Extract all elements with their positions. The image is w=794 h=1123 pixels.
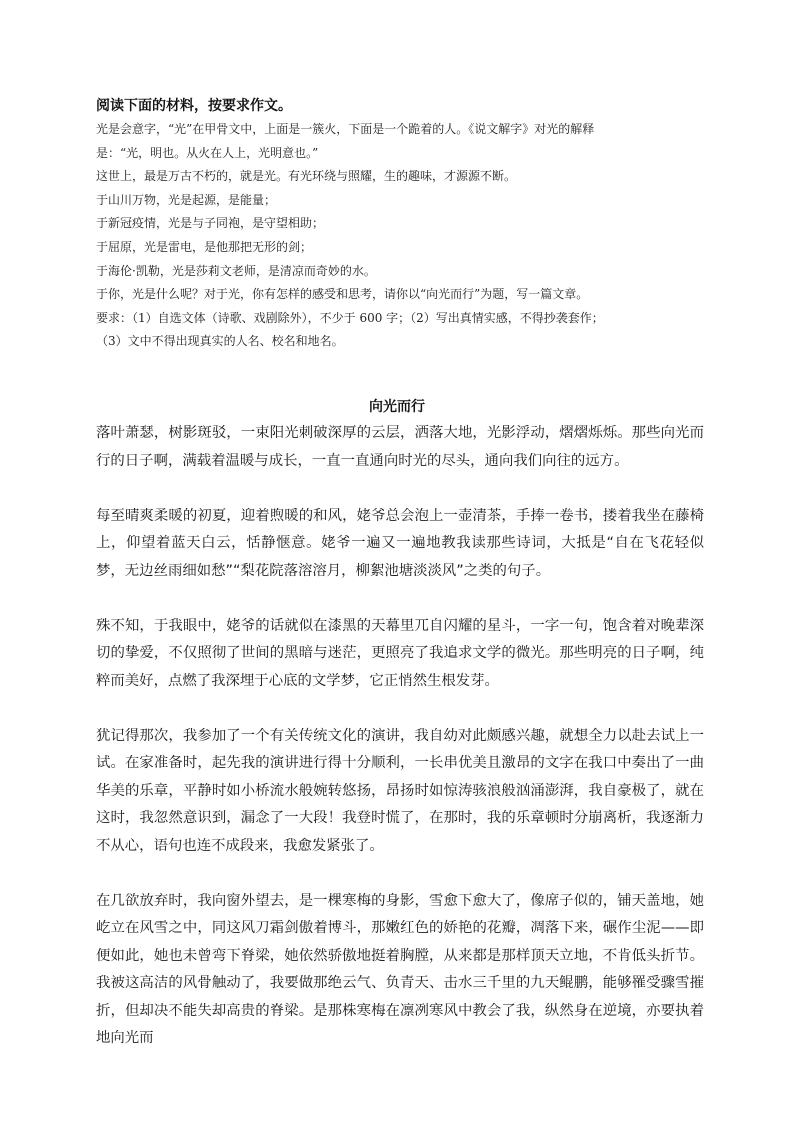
prompt-line: 于新冠疫情，光是与子同袍，是守望相助； xyxy=(96,216,325,231)
prompt-line: 于山川万物，光是起源，是能量； xyxy=(96,192,277,207)
essay-paragraph: 殊不知，于我眼中，姥爷的话就似在漆黑的天幕里兀自闪耀的星斗，一字一句，饱含着对晚辈深切的挚爱，不仅照彻了世间的黑暗与迷茫，更照亮了我追求文学的微光。那些明亮的日子啊，纯粹而美好，点燃了我深埋于心底的文学梦，它正悄然生根发芽。 xyxy=(96,617,704,689)
essay-body xyxy=(96,420,704,1080)
essay-paragraph: 犹记得那次，我参加了一个有关传统文化的演讲，我自幼对此颇感兴趣，就想全力以赴去试上一试。在家准备时，起先我的演讲进行得十分顺利，一长串优美且激昂的文字在我口中奏出了一曲华美的乐章，平静时如小桥流水般婉转悠扬，昂扬时如惊涛骇浪般汹涌澎湃，我自豪极了，就在这时，我忽然意识到，漏念了一大段！我登时慌了，在那时，我的乐章顿时分崩离析，我逐渐力不从心，语句也连不成段来，我愈发紧张了。 xyxy=(96,727,704,854)
essay-paragraph: 每至晴爽柔暖的初夏，迎着煦暖的和风，姥爷总会泡上一壶清茶，手捧一卷书，搂着我坐在藤椅上，仰望着蓝天白云，恬静惬意。姥爷一遍又一遍地教我读那些诗词，大抵是“自在飞花轻似梦，无边丝雨细如愁”“梨花院落溶溶月，柳絮池塘淡淡风”之类的句子。 xyxy=(96,507,704,579)
prompt-line: 要求：（1）自选文体（诗歌、戏剧除外），不少于 600 字；（2）写出真情实感，不得抄袭套作； xyxy=(96,310,604,325)
essay-paragraph: 在几欲放弃时，我向窗外望去，是一棵寒梅的身影，雪愈下愈大了，像席子似的，铺天盖地，她屹立在风雪之中，同这风刀霜剑傲着博斗，那嫩红色的娇艳的花瓣，凋落下来，碾作尘泥——即便如此，她也未曾弯下脊梁，她依然骄傲地挺着胸膛，从来都是那样顶天立地，不肯低头折节。我被这高洁的风骨触动了，我要做那绝云气、负青天、击水三千里的九天鲲鹏，能够罹受骤雪摧折，但却决不能失却高贵的脊梁。是那株寒梅在凛冽寒风中教会了我，纵然身在逆境，亦要执着地向光而 xyxy=(96,892,704,1046)
prompt-line: 这世上，最是万古不朽的，就是光。有光环绕与照耀，生的趣味，才源源不断。 xyxy=(96,169,517,184)
prompt-line: 光是会意字，“光”在甲骨文中，上面是一簇火，下面是一个跪着的人。《说文解字》对光的解释 xyxy=(96,122,595,136)
prompt-line: 于屈原，光是雷电，是他那把无形的剑； xyxy=(96,239,313,254)
prompt-line: 于海伦·凯勒，光是莎莉文老师，是清凉而奇妙的水。 xyxy=(96,263,376,278)
prompt-line: 是：“光，明也。从火在人上，光明意也。” xyxy=(96,145,319,160)
essay-title: 向光而行 xyxy=(369,399,425,415)
prompt-heading: 阅读下面的材料，按要求作文。 xyxy=(96,98,292,114)
writing-prompt xyxy=(96,94,696,354)
essay-paragraph: 落叶萧瑟，树影斑驳，一束阳光刺破深厚的云层，洒落大地，光影浮动，熠熠烁烁。那些向光而行的日子啊，满载着温暖与成长，一直一直通向时光的尽头，通向我们向往的远方。 xyxy=(96,425,704,469)
prompt-line: （3）文中不得出现真实的人名、校名和地名。 xyxy=(96,334,344,349)
prompt-line: 于你，光是什么呢？对于光，你有怎样的感受和思考，请你以“向光而行”为题，写一篇文章。 xyxy=(96,287,589,302)
